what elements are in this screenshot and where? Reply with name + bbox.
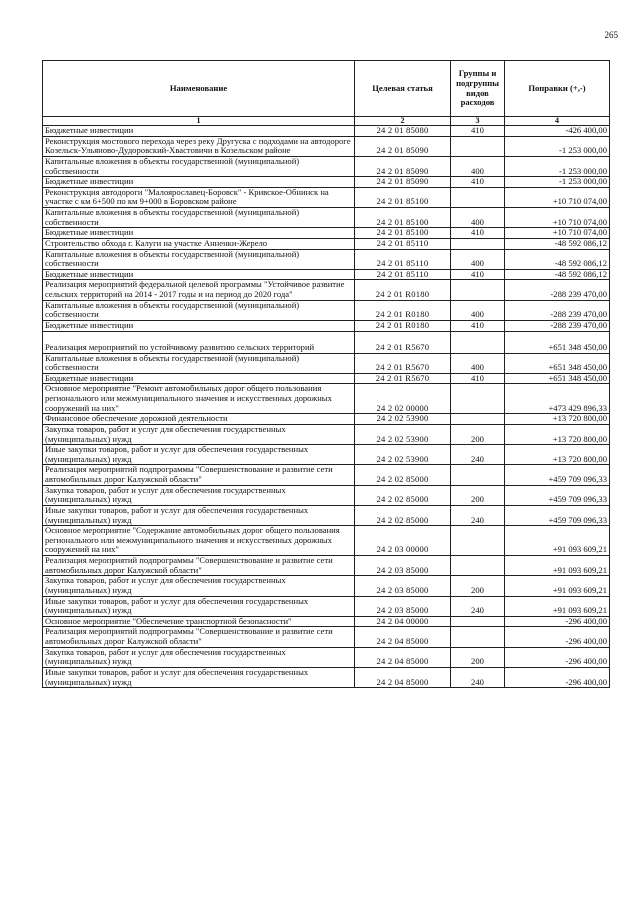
table-row — [43, 667, 610, 687]
row-expense-group: 400 — [451, 208, 505, 228]
table-row — [43, 249, 610, 269]
row-target-code: 24 2 02 53900 — [355, 424, 451, 444]
table-row — [43, 647, 610, 667]
table-row — [43, 269, 610, 280]
header-row — [43, 61, 610, 117]
table-row — [43, 300, 610, 320]
row-target-code: 24 2 01 R5670 — [355, 331, 451, 353]
row-target-code: 24 2 01 85110 — [355, 249, 451, 269]
row-amount: -1 253 000,00 — [505, 136, 610, 156]
row-expense-group — [451, 136, 505, 156]
row-name: Реализация мероприятий подпрограммы "Совершенствование и развитие сети автомобильных дорог Калужской области" — [43, 556, 355, 576]
row-expense-group — [451, 384, 505, 414]
row-name: Основное мероприятие "Содержание автомобильных дорог общего пользования регионального или межмуниципального значения и искусственных дорожных сооружений на них" — [43, 526, 355, 556]
row-target-code: 24 2 02 53900 — [355, 445, 451, 465]
row-target-code: 24 2 01 R0180 — [355, 320, 451, 331]
row-name: Капитальные вложения в объекты государственной (муниципальной) собственности — [43, 300, 355, 320]
row-amount: +473 429 896,33 — [505, 384, 610, 414]
row-name: Капитальные вложения в объекты государственной (муниципальной) собственности — [43, 208, 355, 228]
row-amount: +459 709 096,33 — [505, 505, 610, 525]
row-target-code: 24 2 01 85080 — [355, 126, 451, 137]
row-name: Основное мероприятие "Обеспечение транспортной безопасности" — [43, 616, 355, 627]
header-amendment: Поправки (+,-) — [505, 61, 610, 117]
row-target-code: 24 2 04 00000 — [355, 616, 451, 627]
row-name: Иные закупки товаров, работ и услуг для обеспечения государственных (муниципальных) нужд — [43, 505, 355, 525]
row-name: Основное мероприятие "Ремонт автомобильных дорог общего пользования регионального или межмуниципального значения и искусственных дорожных сооружений на них" — [43, 384, 355, 414]
table-row — [43, 126, 610, 137]
row-amount: -1 253 000,00 — [505, 177, 610, 188]
row-expense-group: 200 — [451, 576, 505, 596]
table-row — [43, 576, 610, 596]
table-body — [43, 126, 610, 688]
table-row — [43, 331, 610, 353]
row-target-code: 24 2 04 85000 — [355, 647, 451, 667]
row-target-code: 24 2 01 85090 — [355, 136, 451, 156]
row-target-code: 24 2 04 85000 — [355, 667, 451, 687]
row-name: Бюджетные инвестиции — [43, 269, 355, 280]
row-name: Строительство обхода г. Калуги на участке Анненки-Жерело — [43, 238, 355, 249]
row-amount: +651 348 450,00 — [505, 373, 610, 384]
table-row — [43, 156, 610, 176]
row-name: Реализация мероприятий подпрограммы "Совершенствование и развитие сети автомобильных дорог Калужской области" — [43, 465, 355, 485]
budget-amendments-table — [42, 60, 610, 688]
table-row — [43, 238, 610, 249]
row-amount: +13 720 800,00 — [505, 445, 610, 465]
table-row — [43, 177, 610, 188]
row-name: Реализация мероприятий федеральной целевой программы "Устойчивое развитие сельских территорий на 2014 - 2017 годы и на период до 2020 года" — [43, 280, 355, 300]
row-name: Иные закупки товаров, работ и услуг для обеспечения государственных (муниципальных) нужд — [43, 445, 355, 465]
row-expense-group: 200 — [451, 485, 505, 505]
table-row — [43, 505, 610, 525]
row-amount: -296 400,00 — [505, 667, 610, 687]
row-expense-group — [451, 465, 505, 485]
row-expense-group: 400 — [451, 156, 505, 176]
row-target-code: 24 2 04 85000 — [355, 627, 451, 647]
table-row — [43, 136, 610, 156]
row-target-code: 24 2 02 85000 — [355, 465, 451, 485]
table-row — [43, 208, 610, 228]
page-number: 265 — [604, 30, 618, 40]
header-target: Целевая статья — [355, 61, 451, 117]
row-name: Бюджетные инвестиции — [43, 320, 355, 331]
row-amount: +91 093 609,21 — [505, 576, 610, 596]
row-name: Закупка товаров, работ и услуг для обеспечения государственных (муниципальных) нужд — [43, 576, 355, 596]
row-expense-group — [451, 627, 505, 647]
row-amount: +459 709 096,33 — [505, 485, 610, 505]
row-name: Закупка товаров, работ и услуг для обеспечения государственных (муниципальных) нужд — [43, 485, 355, 505]
row-amount: +651 348 450,00 — [505, 331, 610, 353]
row-amount: -48 592 086,12 — [505, 238, 610, 249]
row-target-code: 24 2 01 R0180 — [355, 280, 451, 300]
row-amount: -288 239 470,00 — [505, 300, 610, 320]
table-row — [43, 384, 610, 414]
row-expense-group: 410 — [451, 373, 505, 384]
row-target-code: 24 2 01 R5670 — [355, 353, 451, 373]
row-name: Реконструкция автодороги "Малоярославец-Боровск" - Кривское-Обнинск на участке с км 6+500 по км 9+000 в Боровском районе — [43, 187, 355, 207]
table-row — [43, 424, 610, 444]
row-name: Капитальные вложения в объекты государственной (муниципальной) собственности — [43, 249, 355, 269]
row-target-code: 24 2 01 85110 — [355, 238, 451, 249]
row-name: Иные закупки товаров, работ и услуг для обеспечения государственных (муниципальных) нужд — [43, 667, 355, 687]
table-row — [43, 596, 610, 616]
row-expense-group: 200 — [451, 424, 505, 444]
table-row — [43, 556, 610, 576]
row-amount: +459 709 096,33 — [505, 465, 610, 485]
row-name: Закупка товаров, работ и услуг для обеспечения государственных (муниципальных) нужд — [43, 647, 355, 667]
row-target-code: 24 2 01 85090 — [355, 156, 451, 176]
table-header — [43, 61, 610, 126]
row-target-code: 24 2 03 00000 — [355, 526, 451, 556]
row-amount: -426 400,00 — [505, 126, 610, 137]
table-row — [43, 616, 610, 627]
table-row — [43, 445, 610, 465]
row-expense-group — [451, 280, 505, 300]
row-target-code: 24 2 02 00000 — [355, 384, 451, 414]
row-expense-group — [451, 331, 505, 353]
column-number-1: 1 — [43, 117, 355, 126]
row-amount: -288 239 470,00 — [505, 320, 610, 331]
row-target-code: 24 2 01 R5670 — [355, 373, 451, 384]
row-target-code: 24 2 03 85000 — [355, 576, 451, 596]
row-name: Капитальные вложения в объекты государственной (муниципальной) собственности — [43, 156, 355, 176]
row-expense-group: 400 — [451, 300, 505, 320]
row-expense-group: 410 — [451, 320, 505, 331]
row-target-code: 24 2 02 85000 — [355, 485, 451, 505]
row-expense-group: 240 — [451, 596, 505, 616]
row-name: Бюджетные инвестиции — [43, 126, 355, 137]
row-expense-group — [451, 556, 505, 576]
row-amount: -1 253 000,00 — [505, 156, 610, 176]
table-row — [43, 526, 610, 556]
row-expense-group — [451, 414, 505, 425]
row-target-code: 24 2 01 85110 — [355, 269, 451, 280]
column-number-4: 4 — [505, 117, 610, 126]
row-amount: -296 400,00 — [505, 627, 610, 647]
row-amount: -296 400,00 — [505, 616, 610, 627]
table-row — [43, 373, 610, 384]
table-row — [43, 280, 610, 300]
row-expense-group: 400 — [451, 353, 505, 373]
row-name: Бюджетные инвестиции — [43, 373, 355, 384]
row-name: Реализация мероприятий подпрограммы "Совершенствование и развитие сети автомобильных дорог Калужской области" — [43, 627, 355, 647]
row-expense-group: 410 — [451, 228, 505, 239]
row-name: Закупка товаров, работ и услуг для обеспечения государственных (муниципальных) нужд — [43, 424, 355, 444]
row-expense-group: 410 — [451, 126, 505, 137]
row-name: Реализация мероприятий по устойчивому развитию сельских территорий — [43, 331, 355, 353]
row-amount: -48 592 086,12 — [505, 269, 610, 280]
row-expense-group — [451, 526, 505, 556]
row-amount: +91 093 609,21 — [505, 596, 610, 616]
row-amount: +10 710 074,00 — [505, 187, 610, 207]
row-amount: +91 093 609,21 — [505, 556, 610, 576]
row-target-code: 24 2 01 85100 — [355, 187, 451, 207]
row-target-code: 24 2 01 R0180 — [355, 300, 451, 320]
row-expense-group: 240 — [451, 445, 505, 465]
table-row — [43, 320, 610, 331]
row-name: Иные закупки товаров, работ и услуг для обеспечения государственных (муниципальных) нужд — [43, 596, 355, 616]
row-expense-group — [451, 616, 505, 627]
row-amount: +10 710 074,00 — [505, 228, 610, 239]
row-name: Бюджетные инвестиции — [43, 177, 355, 188]
row-amount: +13 720 800,00 — [505, 414, 610, 425]
row-expense-group: 410 — [451, 269, 505, 280]
row-amount: -288 239 470,00 — [505, 280, 610, 300]
row-name: Капитальные вложения в объекты государственной (муниципальной) собственности — [43, 353, 355, 373]
row-expense-group: 410 — [451, 177, 505, 188]
row-expense-group: 240 — [451, 505, 505, 525]
row-expense-group: 200 — [451, 647, 505, 667]
table-row — [43, 465, 610, 485]
row-amount: +10 710 074,00 — [505, 208, 610, 228]
row-amount: +651 348 450,00 — [505, 353, 610, 373]
column-number-2: 2 — [355, 117, 451, 126]
row-target-code: 24 2 01 85090 — [355, 177, 451, 188]
row-amount: -296 400,00 — [505, 647, 610, 667]
row-name: Реконструкция мостового перехода через реку Другуска с подходами на автодороге Козельск-Ульяново-Дудоровский-Хвастовичи в Козельском районе — [43, 136, 355, 156]
table-row — [43, 485, 610, 505]
row-target-code: 24 2 01 85100 — [355, 228, 451, 239]
table-row — [43, 627, 610, 647]
column-number-row — [43, 117, 610, 126]
row-expense-group: 400 — [451, 249, 505, 269]
row-target-code: 24 2 01 85100 — [355, 208, 451, 228]
table-row — [43, 228, 610, 239]
row-name: Финансовое обеспечение дорожной деятельности — [43, 414, 355, 425]
row-target-code: 24 2 03 85000 — [355, 556, 451, 576]
table-row — [43, 414, 610, 425]
row-amount: +13 720 800,00 — [505, 424, 610, 444]
header-name: Наименование — [43, 61, 355, 117]
row-amount: +91 093 609,21 — [505, 526, 610, 556]
header-groups: Группы и подгруппы видов расходов — [451, 61, 505, 117]
column-number-3: 3 — [451, 117, 505, 126]
row-target-code: 24 2 03 85000 — [355, 596, 451, 616]
row-target-code: 24 2 02 53900 — [355, 414, 451, 425]
table-row — [43, 353, 610, 373]
row-expense-group — [451, 187, 505, 207]
row-amount: -48 592 086,12 — [505, 249, 610, 269]
row-expense-group: 240 — [451, 667, 505, 687]
row-name: Бюджетные инвестиции — [43, 228, 355, 239]
row-target-code: 24 2 02 85000 — [355, 505, 451, 525]
row-expense-group — [451, 238, 505, 249]
table-row — [43, 187, 610, 207]
